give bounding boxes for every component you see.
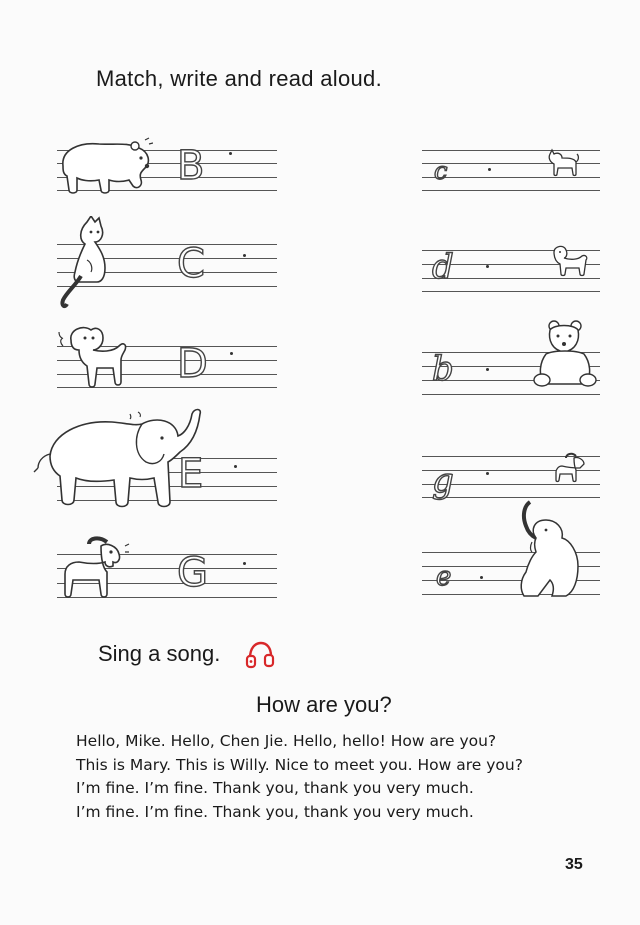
right-row-1 (422, 148, 600, 200)
letter-G: G (177, 550, 208, 596)
match-dot[interactable] (243, 562, 246, 565)
letter-c: c (434, 157, 448, 185)
letter-B: B (177, 143, 205, 189)
song-title: How are you? (256, 692, 392, 717)
match-dot[interactable] (488, 168, 491, 171)
letter-C: C (177, 241, 205, 287)
right-row-3 (422, 318, 600, 402)
left-row-3 (57, 338, 277, 398)
match-dot[interactable] (486, 472, 489, 475)
match-dot[interactable] (230, 352, 233, 355)
match-dot[interactable] (229, 152, 232, 155)
left-row-5 (57, 540, 277, 610)
cat-icon (57, 216, 117, 316)
letter-d: d (432, 247, 454, 287)
left-row-4 (30, 410, 277, 520)
lyric-line: This is Mary. This is Willy. Nice to meet you. How are you? (76, 755, 523, 774)
letter-E: E (178, 451, 204, 497)
page-number: 35 (565, 856, 583, 873)
match-dot[interactable] (234, 465, 237, 468)
left-row-1 (57, 140, 277, 200)
goat-icon (552, 452, 588, 484)
goat-icon (59, 532, 131, 604)
lyric-line: Hello, Mike. Hello, Chen Jie. Hello, hello! How are you? (76, 732, 497, 750)
match-dot[interactable] (480, 576, 483, 579)
letter-g: g (432, 461, 454, 501)
left-row-2 (57, 232, 277, 302)
headphones-icon[interactable] (245, 640, 275, 675)
dog-icon (57, 324, 133, 396)
bear-icon (57, 136, 153, 198)
sing-heading: Sing a song. (98, 641, 221, 666)
elephant-icon (30, 406, 210, 514)
right-row-4 (422, 450, 600, 506)
elephant-icon (516, 500, 586, 602)
letter-D: D (177, 341, 208, 387)
match-dot[interactable] (486, 368, 489, 371)
bear-icon (530, 318, 600, 392)
letter-e: e (436, 562, 452, 592)
match-heading: Match, write and read aloud. (96, 66, 382, 91)
match-dot[interactable] (243, 254, 246, 257)
match-dot[interactable] (486, 265, 489, 268)
dog-icon (546, 244, 590, 282)
right-row-5 (422, 500, 600, 604)
letter-b: b (432, 349, 454, 389)
right-row-2 (422, 244, 600, 300)
lyric-line: I’m fine. I’m fine. Thank you, thank you very much. (76, 802, 474, 821)
lyric-line: I’m fine. I’m fine. Thank you, thank you very much. (76, 779, 474, 797)
song-lyrics (76, 730, 523, 824)
cat-icon (544, 148, 580, 180)
